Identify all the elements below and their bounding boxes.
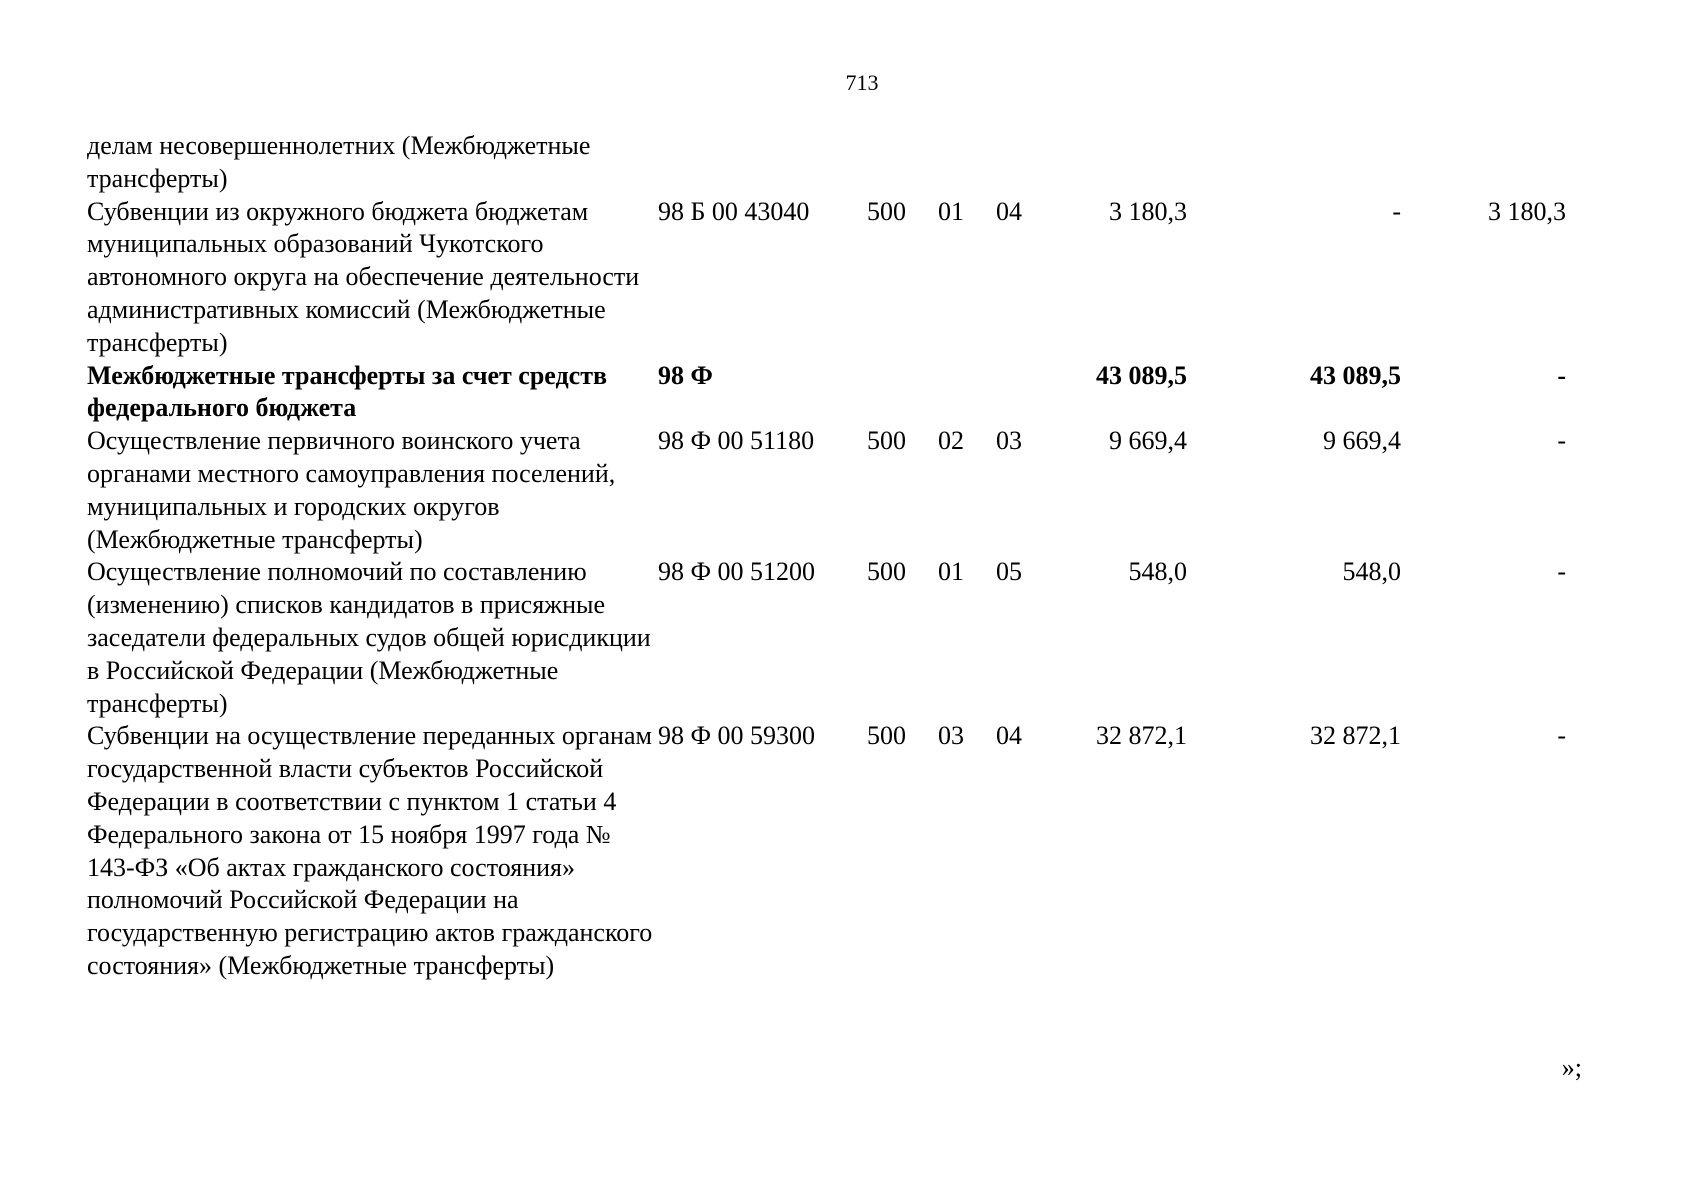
section-code: 01 xyxy=(938,557,964,587)
row-name: Субвенции из окружного бюджета бюджетам муниципальных образований Чукотского автономного округа на обеспечение деятельности административных комиссий (Межбюджетные трансферты) xyxy=(87,196,640,357)
total-amount: 3 180,3 xyxy=(1109,196,1187,226)
table-row xyxy=(87,425,1677,556)
expense-type: 500 xyxy=(867,721,906,751)
table-row xyxy=(87,130,1677,196)
target-code: 98 Б 00 43040 xyxy=(658,196,810,226)
total-amount: 32 872,1 xyxy=(1096,721,1187,751)
expense-type: 500 xyxy=(867,557,906,587)
expense-type: 500 xyxy=(867,426,906,456)
okrug-amount: - xyxy=(1557,557,1566,587)
expense-type: 500 xyxy=(867,196,906,226)
table-row-subtotal xyxy=(87,360,1677,426)
target-code: 98 Ф 00 51200 xyxy=(658,557,816,587)
row-name: делам несовершеннолетних (Межбюджетные трансферты) xyxy=(87,131,591,193)
federal-amount: 9 669,4 xyxy=(1323,426,1401,456)
federal-amount: 548,0 xyxy=(1342,557,1401,587)
closing-quote-mark: »; xyxy=(1561,1053,1582,1082)
row-name: Субвенции на осуществление переданных органам государственной власти субъектов Российской Федерации в соответствии с пунктом 1 статьи 4 Федерального закона от 15 ноября 1997 года № 143-ФЗ «Об актах гражданского состояния» полномочий Российской Федерации на государственную регистрацию актов гражданского состояния» (Межбюджетные трансферты) xyxy=(87,721,653,980)
total-amount: 548,0 xyxy=(1128,557,1187,587)
target-code: 98 Ф xyxy=(658,360,713,390)
section-code: 03 xyxy=(938,721,964,751)
okrug-amount: - xyxy=(1557,360,1566,390)
table-row xyxy=(87,720,1677,982)
total-amount: 9 669,4 xyxy=(1109,426,1187,456)
target-code: 98 Ф 00 51180 xyxy=(658,426,815,456)
budget-table xyxy=(87,130,1677,983)
okrug-amount: 3 180,3 xyxy=(1488,196,1566,226)
federal-amount: 32 872,1 xyxy=(1310,721,1401,751)
okrug-amount: - xyxy=(1557,426,1566,456)
subsection-code: 04 xyxy=(996,196,1022,226)
row-name: Межбюджетные трансферты за счет средств федерального бюджета xyxy=(87,360,608,423)
federal-amount: - xyxy=(1392,196,1401,226)
section-code: 01 xyxy=(938,196,964,226)
row-name: Осуществление полномочий по составлению (изменению) списков кандидатов в присяжные заседатели федеральных судов общей юрисдикции в Российской Федерации (Межбюджетные трансферты) xyxy=(87,557,651,718)
page-number: 713 xyxy=(845,70,879,95)
subsection-code: 03 xyxy=(996,426,1022,456)
target-code: 98 Ф 00 59300 xyxy=(658,721,816,751)
subsection-code: 05 xyxy=(996,557,1022,587)
federal-amount: 43 089,5 xyxy=(1310,360,1401,390)
total-amount: 43 089,5 xyxy=(1096,360,1187,390)
table-row xyxy=(87,196,1677,360)
subsection-code: 04 xyxy=(996,721,1022,751)
table-row xyxy=(87,556,1677,720)
section-code: 02 xyxy=(938,426,964,456)
row-name: Осуществление первичного воинского учета органами местного самоуправления поселений, муниципальных и городских округов (Межбюджетные трансферты) xyxy=(87,426,616,554)
okrug-amount: - xyxy=(1557,721,1566,751)
